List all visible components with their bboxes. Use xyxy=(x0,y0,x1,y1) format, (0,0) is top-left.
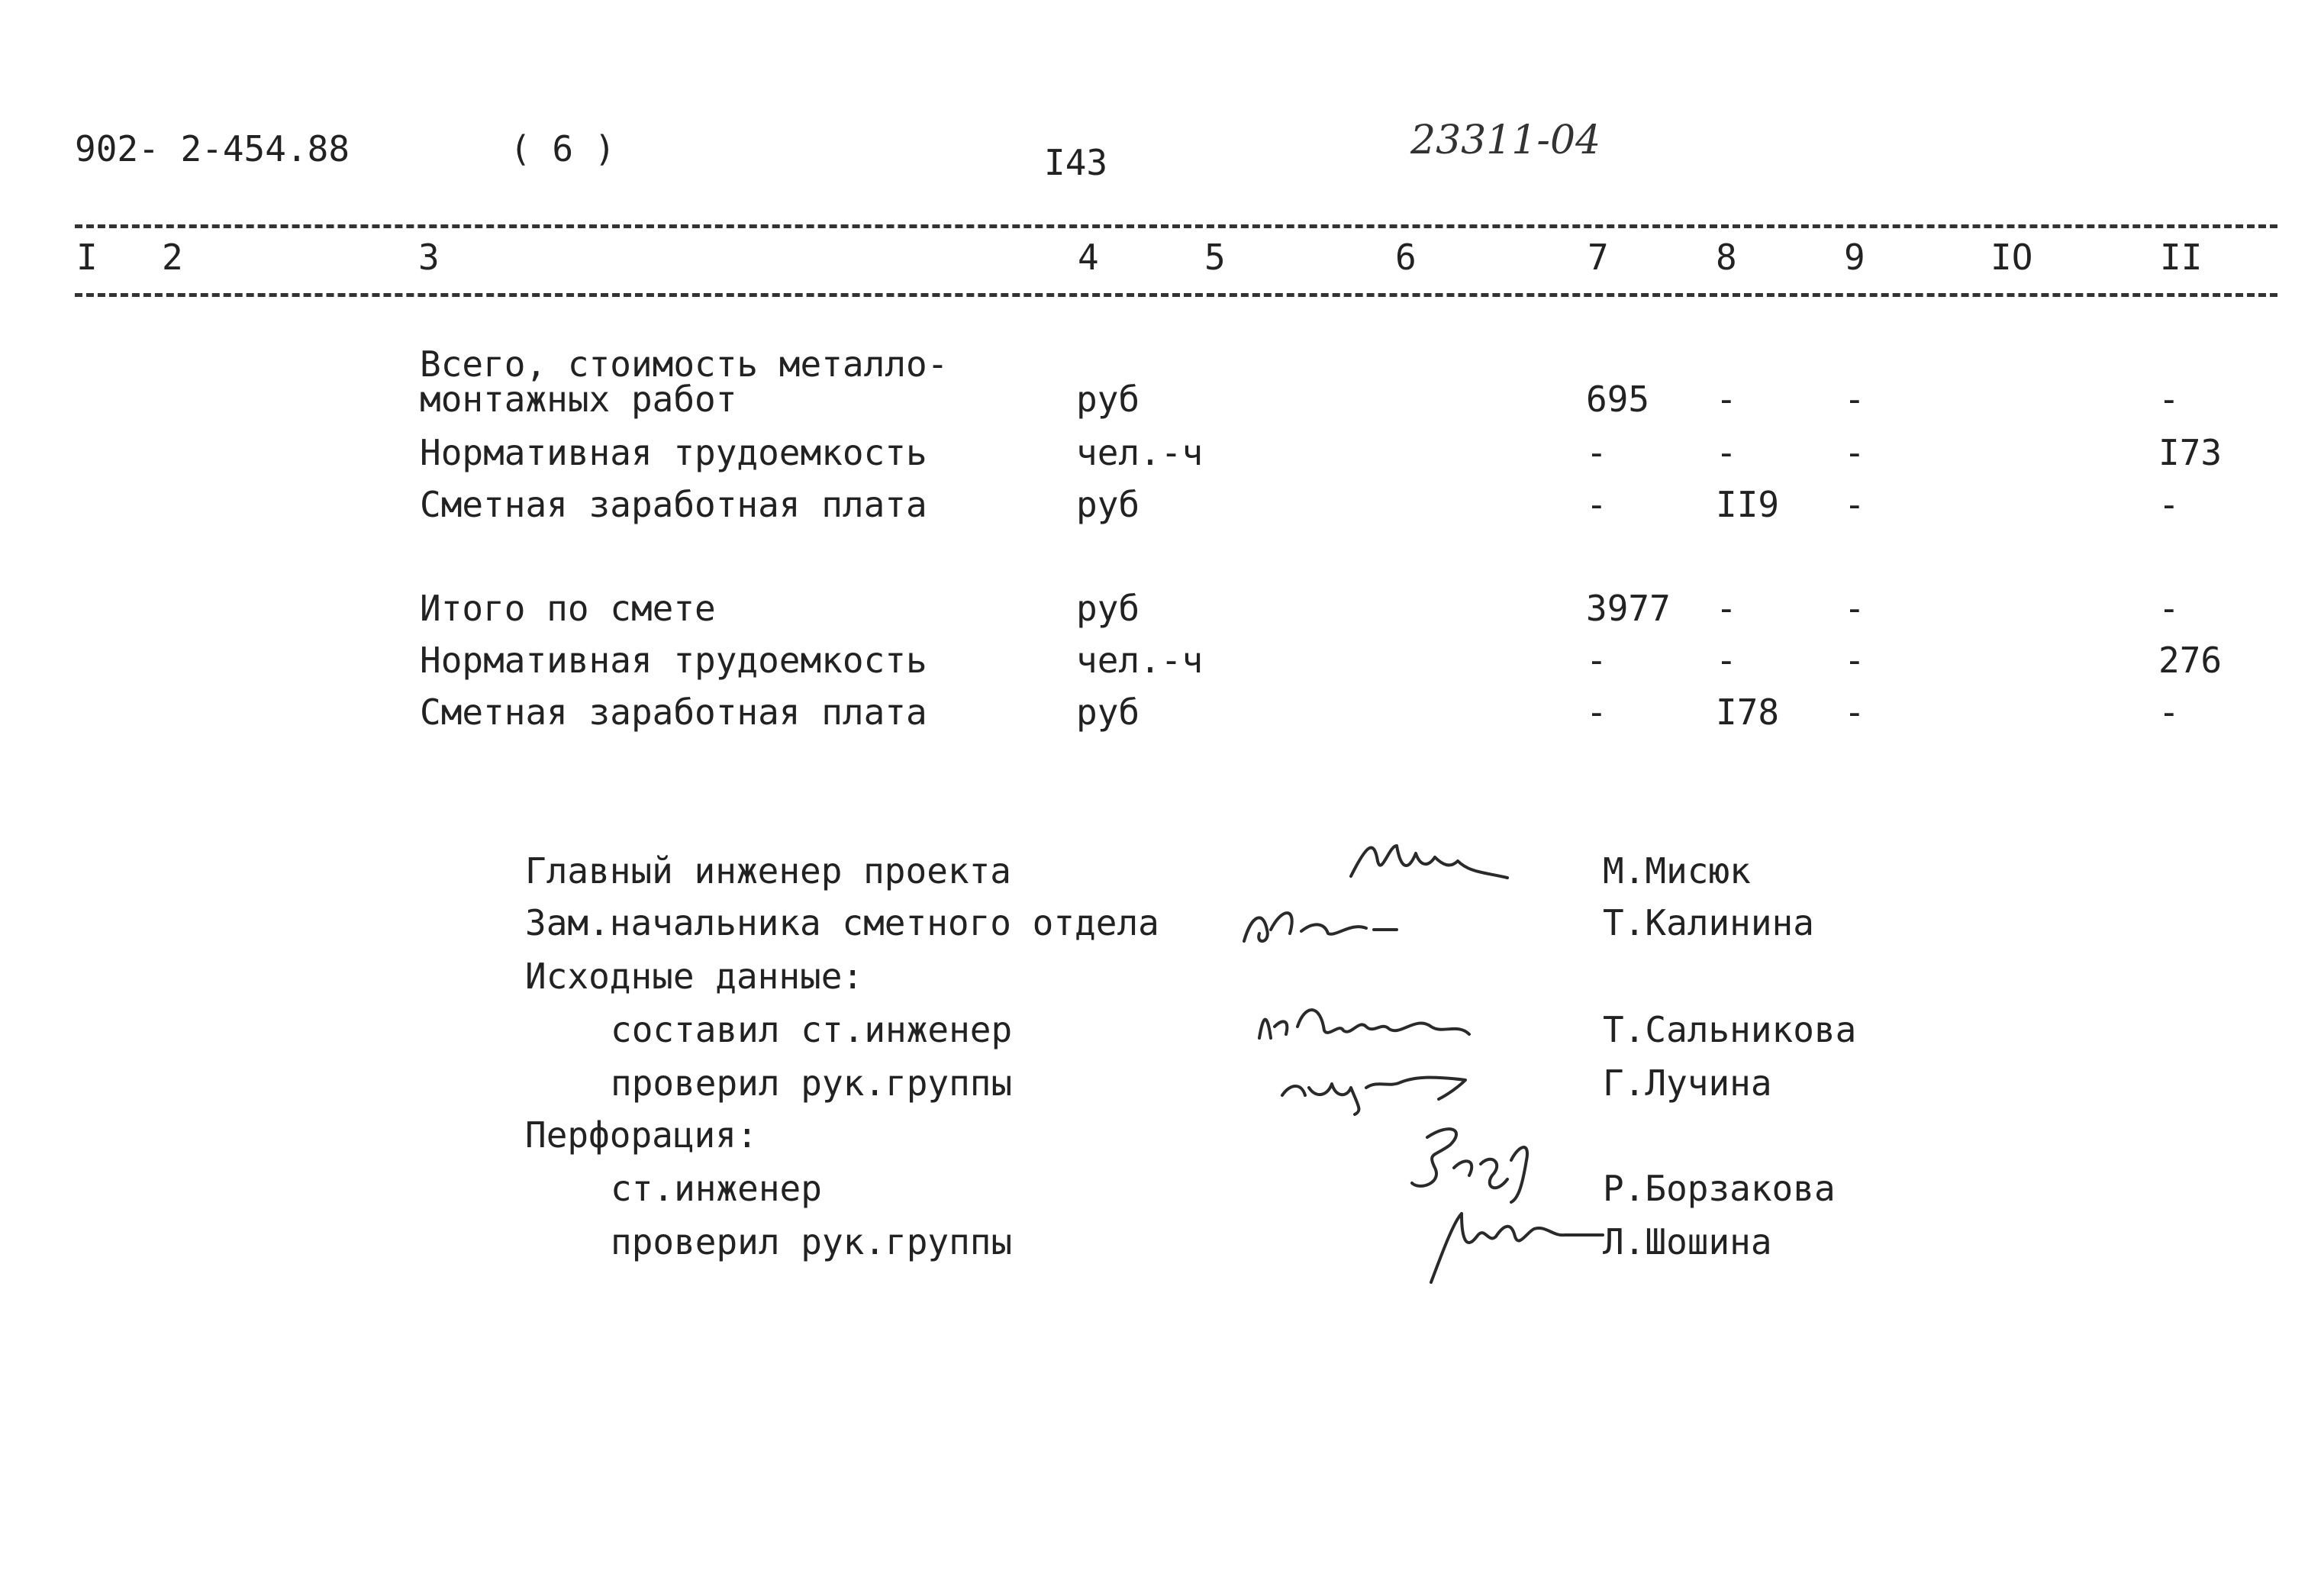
row-unit: руб xyxy=(1076,484,1140,525)
row-unit: чел.-ч xyxy=(1076,432,1204,473)
row-col9: - xyxy=(1844,379,1865,420)
signature-deputy-head xyxy=(1236,899,1404,953)
section-number: ( 6 ) xyxy=(510,128,616,169)
perf-engineer-role: ст.инженер xyxy=(611,1168,822,1209)
row-name: Сметная заработная плата xyxy=(420,484,927,525)
signature-perf-checked xyxy=(1420,1191,1610,1290)
row-col9: - xyxy=(1844,692,1865,733)
row-col7: 3977 xyxy=(1586,588,1671,629)
row-name: Итого по смете xyxy=(420,588,716,629)
row-col9: - xyxy=(1844,640,1865,681)
header-rule-bottom xyxy=(75,293,2277,297)
page-number: I43 xyxy=(1044,142,1108,183)
perforation-heading: Перфорация: xyxy=(525,1114,758,1156)
row-col8: - xyxy=(1716,640,1737,681)
row-col8: - xyxy=(1716,588,1737,629)
row-col11: - xyxy=(2158,692,2180,733)
source-data-heading: Исходные данные: xyxy=(525,956,864,997)
col-header-9: 9 xyxy=(1844,237,1865,278)
perf-engineer-name: Р.Борзакова xyxy=(1603,1168,1836,1209)
chief-engineer-name: М.Мисюк xyxy=(1603,850,1751,892)
signature-compiled xyxy=(1252,992,1481,1053)
row-unit: чел.-ч xyxy=(1076,640,1204,681)
col-header-3: 3 xyxy=(418,237,440,278)
perf-checked-role: проверил рук.группы xyxy=(611,1221,1013,1262)
row-unit: руб xyxy=(1076,588,1140,629)
deputy-head-role: Зам.начальника сметного отдела xyxy=(525,902,1159,943)
row-name: Нормативная трудоемкость xyxy=(420,640,927,681)
signature-chief-engineer xyxy=(1343,830,1519,892)
checked-role: проверил рук.группы xyxy=(611,1062,1013,1104)
row-col9: - xyxy=(1844,588,1865,629)
row-col11: - xyxy=(2158,588,2180,629)
col-header-8: 8 xyxy=(1716,237,1737,278)
row-unit: руб xyxy=(1076,692,1140,733)
col-header-10: IO xyxy=(1990,237,2033,278)
row-col7: - xyxy=(1586,432,1607,473)
compiled-role: составил ст.инженер xyxy=(611,1009,1013,1050)
doc-code: 902- 2-454.88 xyxy=(75,128,350,169)
col-header-5: 5 xyxy=(1204,237,1226,278)
col-header-1: I xyxy=(76,237,98,278)
header-rule-top xyxy=(75,224,2277,228)
checked-name: Г.Лучина xyxy=(1603,1062,1772,1104)
row-name: Нормативная трудоемкость xyxy=(420,432,927,473)
row-col7: - xyxy=(1586,484,1607,525)
col-header-7: 7 xyxy=(1588,237,1609,278)
col-header-2: 2 xyxy=(162,237,183,278)
row-col8: - xyxy=(1716,379,1737,420)
row-col11: I73 xyxy=(2158,432,2223,473)
compiled-name: Т.Сальникова xyxy=(1603,1009,1857,1050)
row-col7: - xyxy=(1586,640,1607,681)
row-col9: - xyxy=(1844,484,1865,525)
row-unit: руб xyxy=(1076,379,1140,420)
row-name: Всего, стоимость металло- монтажных работ xyxy=(420,343,949,420)
col-header-4: 4 xyxy=(1078,237,1099,278)
row-col9: - xyxy=(1844,432,1865,473)
row-col8: I78 xyxy=(1716,692,1780,733)
col-header-6: 6 xyxy=(1395,237,1417,278)
row-col11: - xyxy=(2158,379,2180,420)
row-name: Сметная заработная плата xyxy=(420,692,927,733)
row-col11: - xyxy=(2158,484,2180,525)
row-col11: 276 xyxy=(2158,640,2223,681)
archive-number: 23311-04 xyxy=(1410,118,1601,163)
perf-checked-name: Л.Шошина xyxy=(1603,1221,1772,1262)
row-col8: - xyxy=(1716,432,1737,473)
row-col7: - xyxy=(1586,692,1607,733)
row-col8: II9 xyxy=(1716,484,1780,525)
deputy-head-name: Т.Калинина xyxy=(1603,902,1814,943)
chief-engineer-role: Главный инженер проекта xyxy=(525,850,1011,892)
row-col7: 695 xyxy=(1586,379,1650,420)
col-header-11: II xyxy=(2160,237,2203,278)
signature-checked xyxy=(1275,1053,1488,1114)
